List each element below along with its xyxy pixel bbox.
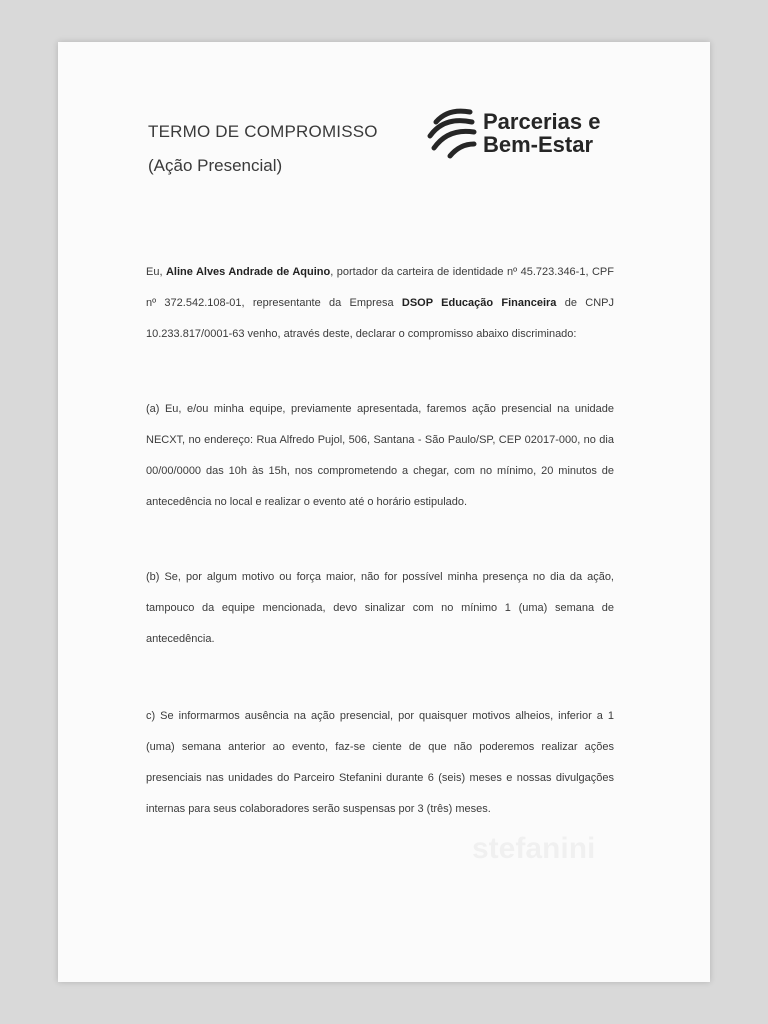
clause-b: (b) Se, por algum motivo ou força maior, não for possível minha presença no dia da ação, tampouco da equipe mencionada, devo sinalizar com no mínimo 1 (uma) semana de antecedência. xyxy=(146,571,614,645)
stefanini-watermark xyxy=(472,832,595,866)
logo-line-2: Bem-Estar xyxy=(483,132,594,157)
logo-wordmark xyxy=(483,110,600,156)
intro-text-1: Eu, xyxy=(146,266,166,278)
declarant-name: Aline Alves Andrade de Aquino xyxy=(165,266,331,278)
clause-c: c) Se informarmos ausência na ação presencial, por quaisquer motivos alheios, inferior a 1 (uma) semana anterior ao evento, faz-se ciente de que não poderemos realizar ações presenciais nas unidades do Parceiro Stefanini durante 6 (seis) meses e nossas divulgações internas para seus colaboradores serão suspensas por 3 (três) meses. xyxy=(146,710,614,815)
company-name: DSOP Educação Financeira xyxy=(401,297,557,309)
intro-paragraph xyxy=(146,257,614,350)
intro-text-3: de CNPJ 10.233.817/0001-63 venho, através deste, declarar o compromisso abaixo discriminado: xyxy=(146,297,614,340)
document-subtitle: (Ação Presencial) xyxy=(148,156,283,175)
document-title: TERMO DE COMPROMISSO xyxy=(148,122,378,141)
parcerias-logo xyxy=(426,106,626,170)
intro-text-2: , portador da carteira de identidade nº 45.723.346-1, CPF nº 372.542.108-01, representante da Empresa xyxy=(146,266,614,309)
logo-line-1: Parcerias e xyxy=(483,109,601,134)
stripes-logo-icon xyxy=(426,106,482,162)
clause-a: (a) Eu, e/ou minha equipe, previamente apresentada, faremos ação presencial na unidade NECXT, no endereço: Rua Alfredo Pujol, 506, Santana - São Paulo/SP, CEP 02017-000, no dia 00/00/0000 das 10h às 15h, nos comprometendo a chegar, com no mínimo, 20 minutos de antecedência no local e realizar o evento até o horário estipulado. xyxy=(146,403,614,508)
document-page xyxy=(58,42,710,982)
